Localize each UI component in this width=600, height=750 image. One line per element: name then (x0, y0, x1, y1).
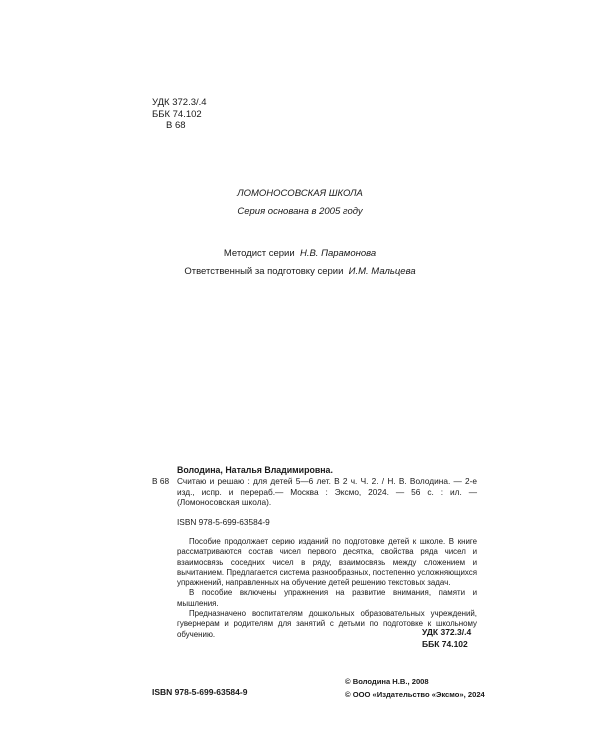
footer-bbk: ББК 74.102 (422, 638, 468, 649)
annotation (152, 537, 477, 640)
responsible-label: Ответственный за подготовку серии (184, 266, 344, 277)
entry-row (152, 476, 477, 508)
annotation-paragraph: Пособие продолжает серию изданий по подготовке детей к школе. В книге рассматриваются состав чисел первого десятка, свойства ряда чисел и взаимосвязь соседних чисел в ряду, взаимосвязь между сложением и вычитанием. Предлагается система разнообразных, постепенно усложняющихся упражнений, направленных на обучение детей решению текстовых задач. (177, 536, 477, 588)
copyright-publisher: © ООО «Издательство «Эксмо», 2024 (345, 689, 485, 699)
udk-code: УДК 372.3/.4 (152, 97, 207, 108)
methodist-label: Методист серии (223, 248, 295, 259)
footer-udk: УДК 372.3/.4 (422, 627, 472, 637)
methodist-line (0, 248, 600, 259)
copyright-block (345, 676, 485, 702)
udk-header-block (152, 97, 207, 132)
udk-footer-block (422, 627, 471, 650)
annotation-paragraph: Предназначено воспитателям дошкольных образовательных учреждений, гувернерам и родителям для занятий с детьми по подготовке к школьному обучению. (177, 609, 477, 639)
series-founded: Серия основана в 2005 году (237, 206, 363, 217)
responsible-line (0, 266, 600, 277)
author-code: В 68 (166, 120, 186, 131)
footer-isbn: ISBN 978-5-699-63584-9 (152, 687, 248, 697)
methodist-name: Н.В. Парамонова (299, 248, 377, 259)
entry-isbn: ISBN 978-5-699-63584-9 (177, 517, 270, 528)
series-name: ЛОМОНОСОВСКАЯ ШКОЛА (237, 188, 363, 199)
bbk-code: ББК 74.102 (152, 108, 202, 120)
responsible-name: И.М. Мальцева (348, 266, 416, 277)
annotation-paragraph: В пособие включены упражнения на развитие внимания, памяти и мышления. (177, 588, 477, 608)
entry-text: Считаю и решаю : для детей 5—6 лет. В 2 ч. Ч. 2. / Н. В. Володина. — 2-е изд., испр. и перераб.— Москва : Эксмо, 2024. — 56 с. : ил. — (Ломоносовская школа). (177, 475, 477, 508)
author-heading: Володина, Наталья Владимировна. (177, 465, 333, 475)
bibliographic-record (152, 465, 477, 640)
copyright-author: © Володина Н.В., 2008 (345, 677, 429, 686)
entry-code: В 68 (152, 475, 170, 486)
